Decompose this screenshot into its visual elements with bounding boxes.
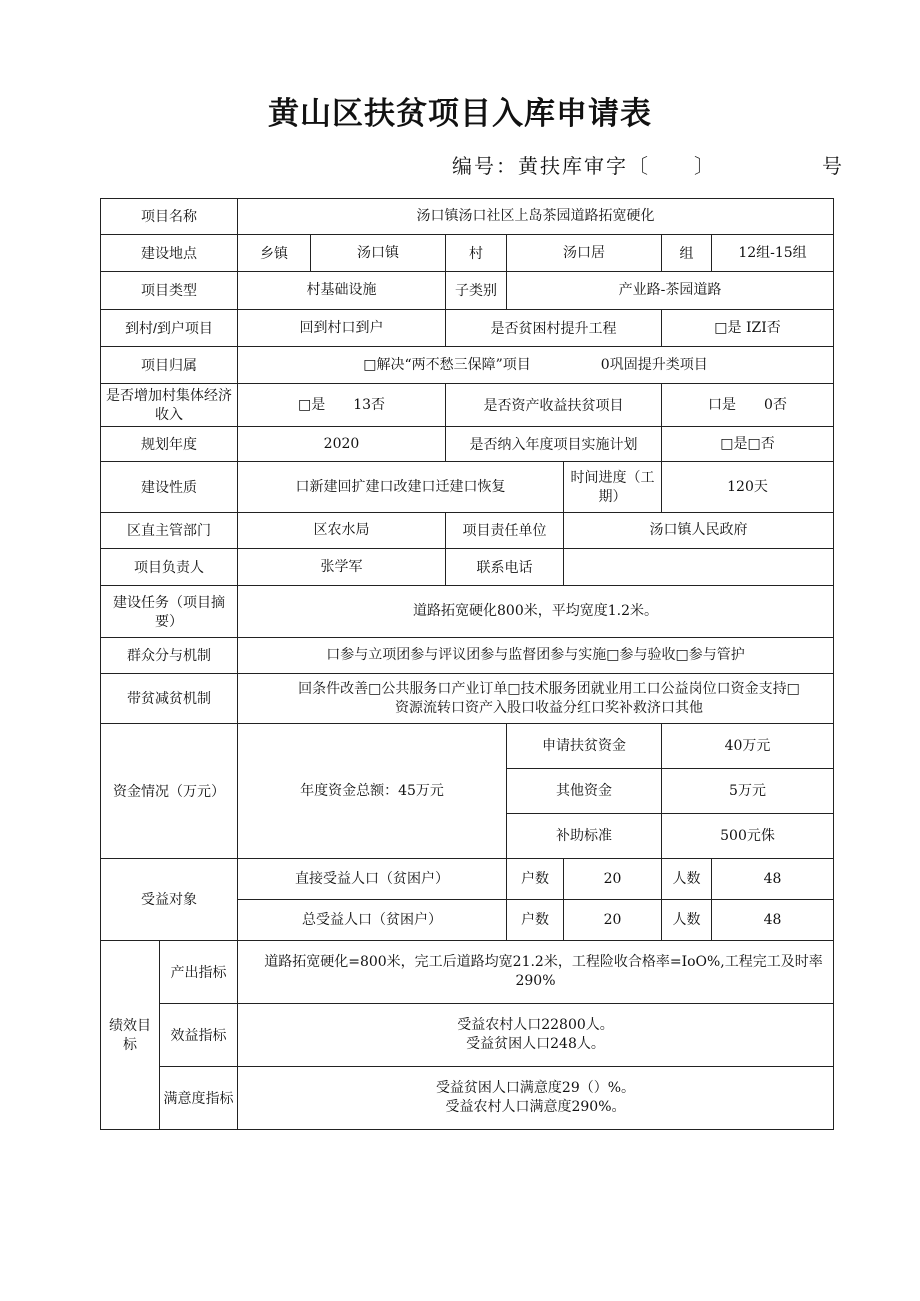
row-belong [101, 347, 834, 384]
row-mass [101, 638, 834, 674]
output-value: 道路拓宽硬化=800米，完工后道路均宽21.2米，工程险收合格率=IoO%,工程完工及时率290% [238, 941, 834, 1004]
mass-label: 群众分与机制 [101, 638, 238, 674]
task-value: 道路拓宽硬化800米，平均宽度1.2米。 [238, 586, 834, 638]
standard-label: 补助标准 [507, 814, 662, 859]
direct-persons-label: 人数 [662, 859, 712, 900]
row-funds-apply [101, 724, 834, 769]
row-performance-benefit [101, 1004, 834, 1067]
nature-value: 口新建回扩建口改建口迁建口恢复 [238, 462, 564, 513]
total-beneficiary-label: 总受益人口（贫困户） [238, 900, 507, 941]
nature-label: 建设性质 [101, 462, 238, 513]
direct-persons-value: 48 [712, 859, 834, 900]
asset-income-label: 是否资产收益扶贫项目 [446, 384, 662, 427]
location-label: 建设地点 [101, 235, 238, 272]
project-name-label: 项目名称 [101, 199, 238, 235]
other-funds-value: 5万元 [662, 769, 834, 814]
serial-prefix: 编号：黄扶库审字〔 [452, 154, 650, 178]
task-label: 建设任务（项目摘要） [101, 586, 238, 638]
poor-village-upgrade-value: □是 IZI否 [662, 310, 834, 347]
benefit-line-1: 受益农村人口22800人。 [457, 1017, 614, 1033]
row-project-type [101, 272, 834, 310]
target-value: 回到村口到户 [238, 310, 446, 347]
funds-total: 年度资金总额：45万元 [238, 724, 507, 859]
total-households-label: 户数 [507, 900, 564, 941]
row-nature [101, 462, 834, 513]
period-label: 时间进度（工期） [564, 462, 662, 513]
total-persons-value: 48 [712, 900, 834, 941]
beneficiary-label: 受益对象 [101, 859, 238, 941]
phone-label: 联系电话 [446, 549, 564, 586]
apply-funds-label: 申请扶贫资金 [507, 724, 662, 769]
town-value: 汤口镇 [311, 235, 446, 272]
row-year [101, 427, 834, 462]
annual-plan-label: 是否纳入年度项目实施计划 [446, 427, 662, 462]
row-task [101, 586, 834, 638]
benefit-label: 效益指标 [160, 1004, 238, 1067]
town-label: 乡镇 [238, 235, 311, 272]
collective-income-value: □是 13否 [238, 384, 446, 427]
output-label: 产出指标 [160, 941, 238, 1004]
group-value: 12组-15组 [712, 235, 834, 272]
benefit-line-2: 受益贫困人口248人。 [466, 1036, 605, 1052]
poverty-line-1: 回条件改善□公共服务口产业订单□技术服务团就业用工口公益岗位口资金支持□ [298, 680, 800, 697]
mass-value: 口参与立项团参与评议团参与监督团参与实施□参与验收□参与管护 [238, 638, 834, 674]
row-location [101, 235, 834, 272]
row-collective [101, 384, 834, 427]
phone-value [564, 549, 834, 586]
total-households-value: 20 [564, 900, 662, 941]
benefit-value [238, 1004, 834, 1067]
page-title: 黄山区扶贫项目入库申请表 [268, 96, 652, 132]
satisfaction-value [238, 1067, 834, 1130]
direct-households-label: 户数 [507, 859, 564, 900]
direct-households-value: 20 [564, 859, 662, 900]
total-persons-label: 人数 [662, 900, 712, 941]
subtype-label: 子类别 [446, 272, 507, 310]
leader-label: 项目负责人 [101, 549, 238, 586]
leader-value: 张学军 [238, 549, 446, 586]
period-value: 120天 [662, 462, 834, 513]
standard-value: 500元侏 [662, 814, 834, 859]
funds-label: 资金情况（万元） [101, 724, 238, 859]
apply-funds-value: 40万元 [662, 724, 834, 769]
row-dept [101, 513, 834, 549]
dept-label: 区直主管部门 [101, 513, 238, 549]
subtype-value: 产业路-茶园道路 [507, 272, 834, 310]
satisfaction-line-1: 受益贫困人口满意度29（）%。 [435, 1080, 636, 1096]
satisfaction-line-2: 受益农村人口满意度290%。 [445, 1099, 626, 1115]
village-value: 汤口居 [507, 235, 662, 272]
poor-village-upgrade-label: 是否贫困村提升工程 [446, 310, 662, 347]
row-performance-output [101, 941, 834, 1004]
serial-bracket-close: 〕 [694, 154, 716, 178]
direct-beneficiary-label: 直接受益人口（贫困户） [238, 859, 507, 900]
row-project-name [101, 199, 834, 235]
poverty-value [238, 674, 834, 724]
satisfaction-label: 满意度指标 [160, 1067, 238, 1130]
collective-income-label: 是否增加村集体经济收入 [101, 384, 238, 427]
row-performance-satisfaction [101, 1067, 834, 1130]
project-name-value: 汤口镇汤口社区上岛茶园道路拓宽硬化 [238, 199, 834, 235]
annual-plan-value: □是□否 [662, 427, 834, 462]
project-type-value: 村基础设施 [238, 272, 446, 310]
plan-year-label: 规划年度 [101, 427, 238, 462]
row-leader [101, 549, 834, 586]
poverty-label: 带贫减贫机制 [101, 674, 238, 724]
other-funds-label: 其他资金 [507, 769, 662, 814]
plan-year-value: 2020 [238, 427, 446, 462]
poverty-line-2: 资源流转口资产入股口收益分红口奖补救济口其他 [395, 699, 703, 716]
belong-value: □解决“两不愁三保障”项目 0巩固提升类项目 [238, 347, 834, 384]
dept-value: 区农水局 [238, 513, 446, 549]
performance-label: 绩效目标 [101, 941, 160, 1130]
asset-income-value: 口是 0否 [662, 384, 834, 427]
unit-value: 汤口镇人民政府 [564, 513, 834, 549]
unit-label: 项目责任单位 [446, 513, 564, 549]
belong-label: 项目归属 [101, 347, 238, 384]
row-poverty [101, 674, 834, 724]
village-label: 村 [446, 235, 507, 272]
target-label: 到村/到户项目 [101, 310, 238, 347]
project-type-label: 项目类型 [101, 272, 238, 310]
group-label: 组 [662, 235, 712, 272]
row-beneficiary-direct [101, 859, 834, 900]
application-form-table [100, 198, 834, 1130]
serial-suffix: 号 [822, 154, 844, 178]
row-target [101, 310, 834, 347]
